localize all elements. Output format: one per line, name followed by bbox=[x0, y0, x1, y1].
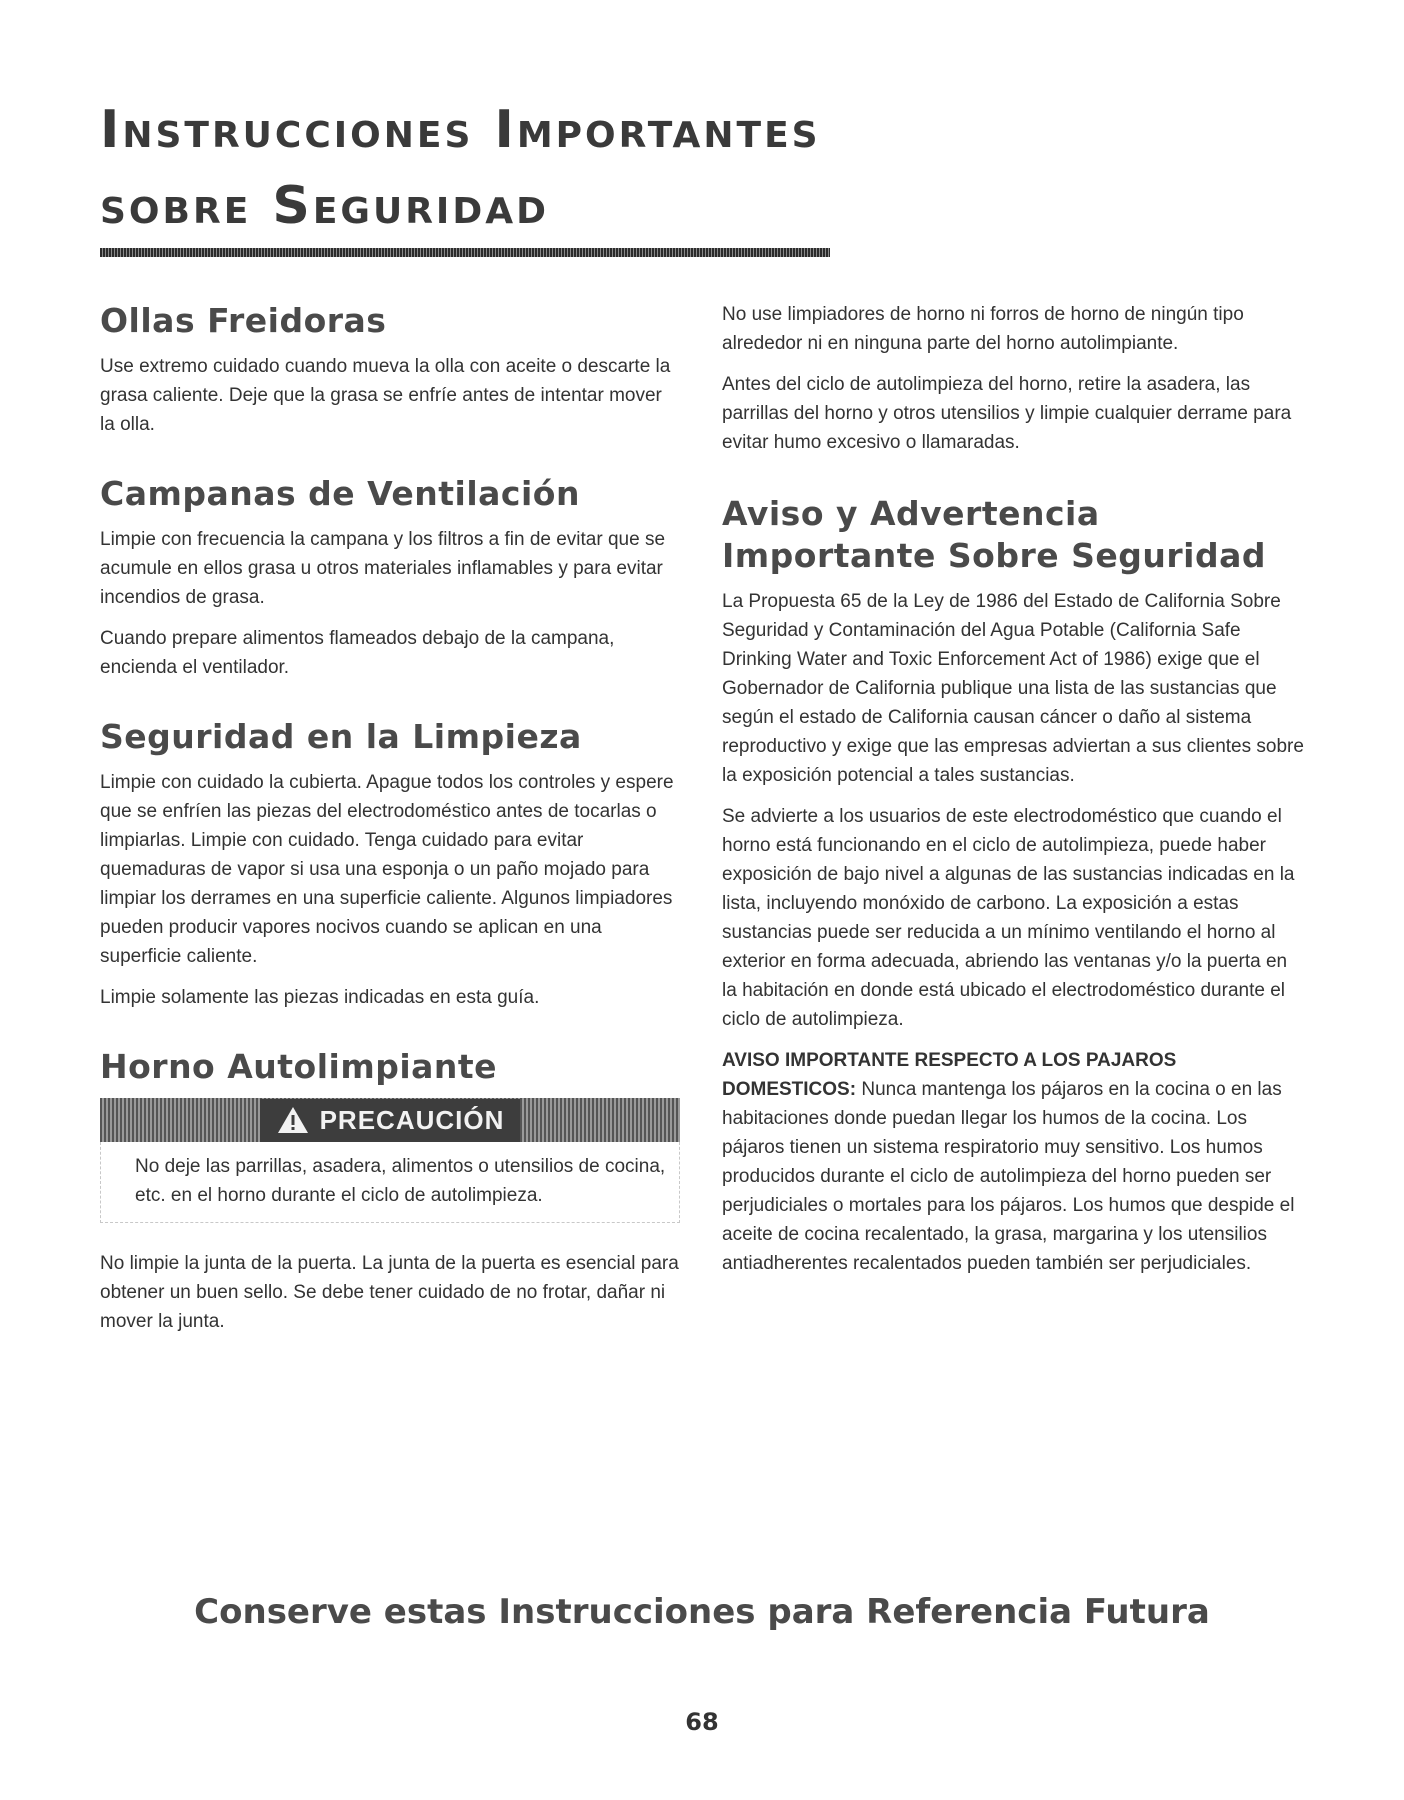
section-heading: Aviso y Advertencia Importante Sobre Seguridad bbox=[722, 494, 1266, 575]
section-horno-autolimpiante bbox=[100, 1046, 680, 1336]
title-divider bbox=[100, 248, 830, 257]
paragraph: No limpie la junta de la puerta. La junta de la puerta es esencial para obtener un buen sello. Se debe tener cuidado de no frotar, dañar ni mover la junta. bbox=[100, 1253, 679, 1332]
paragraph: Antes del ciclo de autolimpieza del horno, retire la asadera, las parrillas del horno y otros utensilios y limpie cualquier derrame para evitar humo excesivo o llamaradas. bbox=[722, 374, 1292, 453]
section-heading: Campanas de Ventilación bbox=[100, 474, 580, 513]
left-column bbox=[100, 300, 680, 1348]
paragraph: Use extremo cuidado cuando mueva la olla con aceite o descarte la grasa caliente. Deje que la grasa se enfríe antes de intentar mover la olla. bbox=[100, 356, 671, 435]
page-title-line2: sobre Seguridad bbox=[100, 176, 549, 236]
section-campanas bbox=[100, 473, 680, 682]
section-ollas-freidoras bbox=[100, 300, 680, 439]
paragraph: La Propuesta 65 de la Ley de 1986 del Estado de California Sobre Seguridad y Contaminación del Agua Potable (California Safe Drinking Water and Toxic Enforcement Act of 1986) exige que el Gobernador de California publique una lista de las sustancias que según el estado de California causan cáncer o daño al sistema reproductivo y exige que las empresas adviertan a sus clientes sobre la exposición potencial a tales sustancias. bbox=[722, 591, 1304, 786]
paragraph-text: Nunca mantenga los pájaros en la cocina o en las habitaciones donde puedan llegar los humos de la cocina. Los pájaros tienen un sistema respiratorio muy sensitivo. Los humos producidos durante el ciclo de autolimpieza del horno pueden ser perjudiciales o mortales para los pájaros. Los humos que despide el aceite de cocina recalentado, la grasa, margarina y los utensilios antiadherentes recalentados pueden también ser perjudiciales. bbox=[722, 1079, 1295, 1274]
caution-label bbox=[260, 1099, 521, 1142]
page-number: 68 bbox=[685, 1708, 719, 1736]
paragraph: Limpie solamente las piezas indicadas en esta guía. bbox=[100, 987, 540, 1008]
paragraph: No use limpiadores de horno ni forros de horno de ningún tipo alrededor ni en ninguna parte del horno autolimpiante. bbox=[722, 304, 1244, 354]
paragraph: Se advierte a los usuarios de este electrodoméstico que cuando el horno está funcionando en el ciclo de autolimpieza, puede haber exposición de bajo nivel a algunas de las sustancias indicadas en la lista, incluyendo monóxido de carbono. La exposición a estas sustancias puede ser reducida a un mínimo ventilando el horno al exterior en forma adecuada, abriendo las ventanas y/o la puerta en la habitación en donde está ubicado el electrodoméstico durante el ciclo de autolimpieza. bbox=[722, 806, 1295, 1030]
page-title-line1: Instrucciones Importantes bbox=[100, 100, 821, 160]
bold-lead-text: AVISO IMPORTANTE RESPECTO A LOS PAJAROS DOMESTICOS: bbox=[722, 1050, 1177, 1100]
section-heading: Seguridad en la Limpieza bbox=[100, 717, 582, 756]
paragraph: Limpie con cuidado la cubierta. Apague todos los controles y espere que se enfríen las piezas del electrodoméstico antes de tocarlas o limpiarlas. Limpie con cuidado. Tenga cuidado para evitar quemaduras de vapor si usa una esponja o un paño mojado para limpiar los derrames en una superficie caliente. Algunos limpiadores pueden producir vapores nocivos cuando se aplican en una superficie caliente. bbox=[100, 772, 674, 967]
paragraph bbox=[722, 1046, 1304, 1278]
section-heading: Ollas Freidoras bbox=[100, 301, 387, 340]
paragraph: Cuando prepare alimentos flameados debajo de la campana, encienda el ventilador. bbox=[100, 628, 615, 678]
caution-message: No deje las parrillas, asadera, alimentos o utensilios de cocina, etc. en el horno durante el ciclo de autolimpieza. bbox=[135, 1156, 666, 1206]
right-column bbox=[722, 300, 1304, 1290]
caution-box bbox=[100, 1142, 680, 1223]
footer-title: Conserve estas Instrucciones para Referencia Futura bbox=[194, 1592, 1210, 1632]
section-aviso-advertencia bbox=[722, 493, 1304, 1278]
section-heading: Horno Autolimpiante bbox=[100, 1047, 498, 1086]
caution-text-label: PRECAUCIÓN bbox=[319, 1104, 505, 1135]
page-title bbox=[100, 92, 1000, 244]
warning-triangle-icon bbox=[276, 1105, 310, 1135]
section-limpieza bbox=[100, 716, 680, 1012]
caution-banner bbox=[100, 1098, 680, 1142]
paragraph: Limpie con frecuencia la campana y los filtros a fin de evitar que se acumule en ellos grasa u otros materiales inflamables y para evitar incendios de grasa. bbox=[100, 529, 666, 608]
